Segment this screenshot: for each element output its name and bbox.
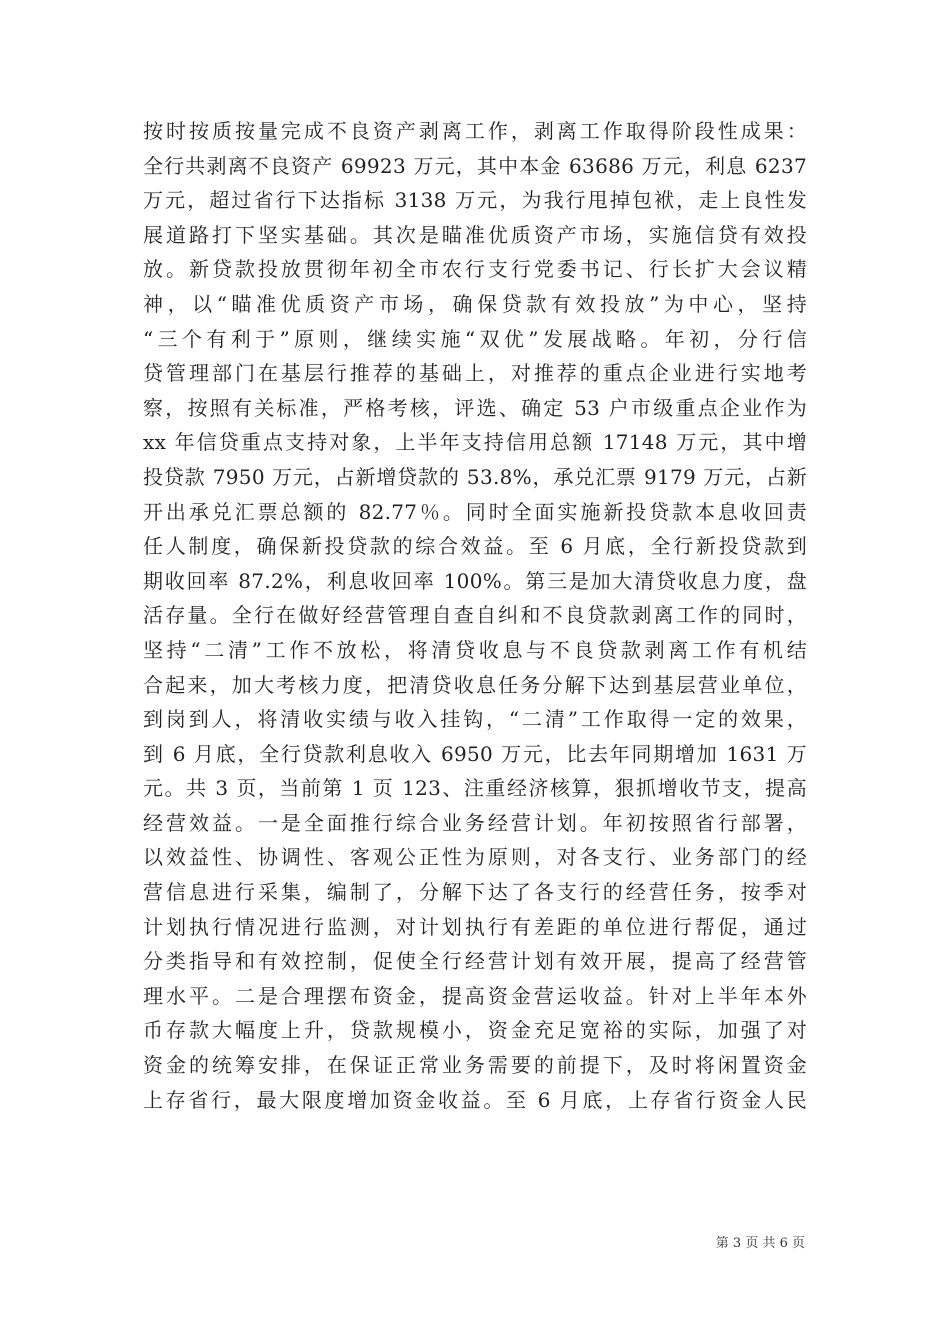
text-line: 放。新贷款投放贯彻年初全市农行支行党委书记、行长扩大会议精 <box>143 257 807 282</box>
text-line: 万元，超过省行下达指标 3138 万元，为我行甩掉包袱，走上良性发 <box>143 188 807 213</box>
text-line: 展道路打下坚实基础。其次是瞄准优质资产市场，实施信贷有效投 <box>143 222 807 247</box>
text-line: 神，以“瞄准优质资产市场，确保贷款有效投放”为中心，坚持 <box>143 291 807 316</box>
text-line: xx 年信贷重点支持对象，上半年支持信用总额 17148 万元，其中增 <box>143 430 807 455</box>
text-line: 到 6 月底，全行贷款利息收入 6950 万元，比去年同期增加 1631 万 <box>143 741 807 766</box>
text-line: 合起来，加大考核力度，把清贷收息任务分解下达到基层营业单位， <box>143 672 807 697</box>
text-line: 资金的统筹安排，在保证正常业务需要的前提下，及时将闲置资金 <box>143 1053 807 1078</box>
text-line: 币存款大幅度上升，贷款规模小，资金充足宽裕的实际，加强了对 <box>143 1018 807 1043</box>
text-line: 经营效益。一是全面推行综合业务经营计划。年初按照省行部署， <box>143 810 807 835</box>
text-line: 全行共剥离不良资产 69923 万元，其中本金 63686 万元，利息 6237 <box>143 153 807 178</box>
page-number: 第 3 页 共 6 页 <box>715 1236 805 1251</box>
text-line: 元。共 3 页，当前第 1 页 123、注重经济核算，狠抓增收节支，提高 <box>143 776 807 801</box>
text-line: 贷管理部门在基层行推荐的基础上，对推荐的重点企业进行实地考 <box>143 361 807 386</box>
text-line: 计划执行情况进行监测，对计划执行有差距的单位进行帮促，通过 <box>143 914 807 939</box>
text-line: 活存量。全行在做好经营管理自查自纠和不良贷款剥离工作的同时， <box>143 603 807 628</box>
text-line: 到岗到人，将清收实绩与收入挂钩，“二清”工作取得一定的效果， <box>143 707 807 732</box>
text-line: 理水平。二是合理摆布资金，提高资金营运收益。针对上半年本外 <box>143 983 807 1008</box>
text-line: 营信息进行采集，编制了，分解下达了各支行的经营任务，按季对 <box>143 880 807 905</box>
text-line: “三个有利于”原则，继续实施“双优”发展战略。年初，分行信 <box>143 326 807 351</box>
text-line: 按时按质按量完成不良资产剥离工作，剥离工作取得阶段性成果： <box>143 119 807 143</box>
text-line: 察，按照有关标准，严格考核，评选、确定 53 户市级重点企业作为 <box>143 395 807 420</box>
text-line: 上存省行，最大限度增加资金收益。至 6 月底，上存省行资金人民 <box>143 1087 807 1112</box>
text-line: 任人制度，确保新投贷款的综合效益。至 6 月底，全行新投贷款到 <box>143 534 807 559</box>
document-body <box>143 114 807 1117</box>
text-line: 分类指导和有效控制，促使全行经营计划有效开展，提高了经营管 <box>143 949 807 974</box>
text-line: 投贷款 7950 万元，占新增贷款的 53.8%，承兑汇票 9179 万元，占新 <box>143 464 807 489</box>
text-line: 以效益性、协调性、客观公正性为原则，对各支行、业务部门的经 <box>143 845 807 870</box>
text-line: 开出承兑汇票总额的 82.77％。同时全面实施新投贷款本息收回责 <box>143 499 807 524</box>
text-line: 坚持“二清”工作不放松，将清贷收息与不良贷款剥离工作有机结 <box>143 637 807 662</box>
text-line: 期收回率 87.2%，利息收回率 100%。第三是加大清贷收息力度，盘 <box>143 568 807 593</box>
